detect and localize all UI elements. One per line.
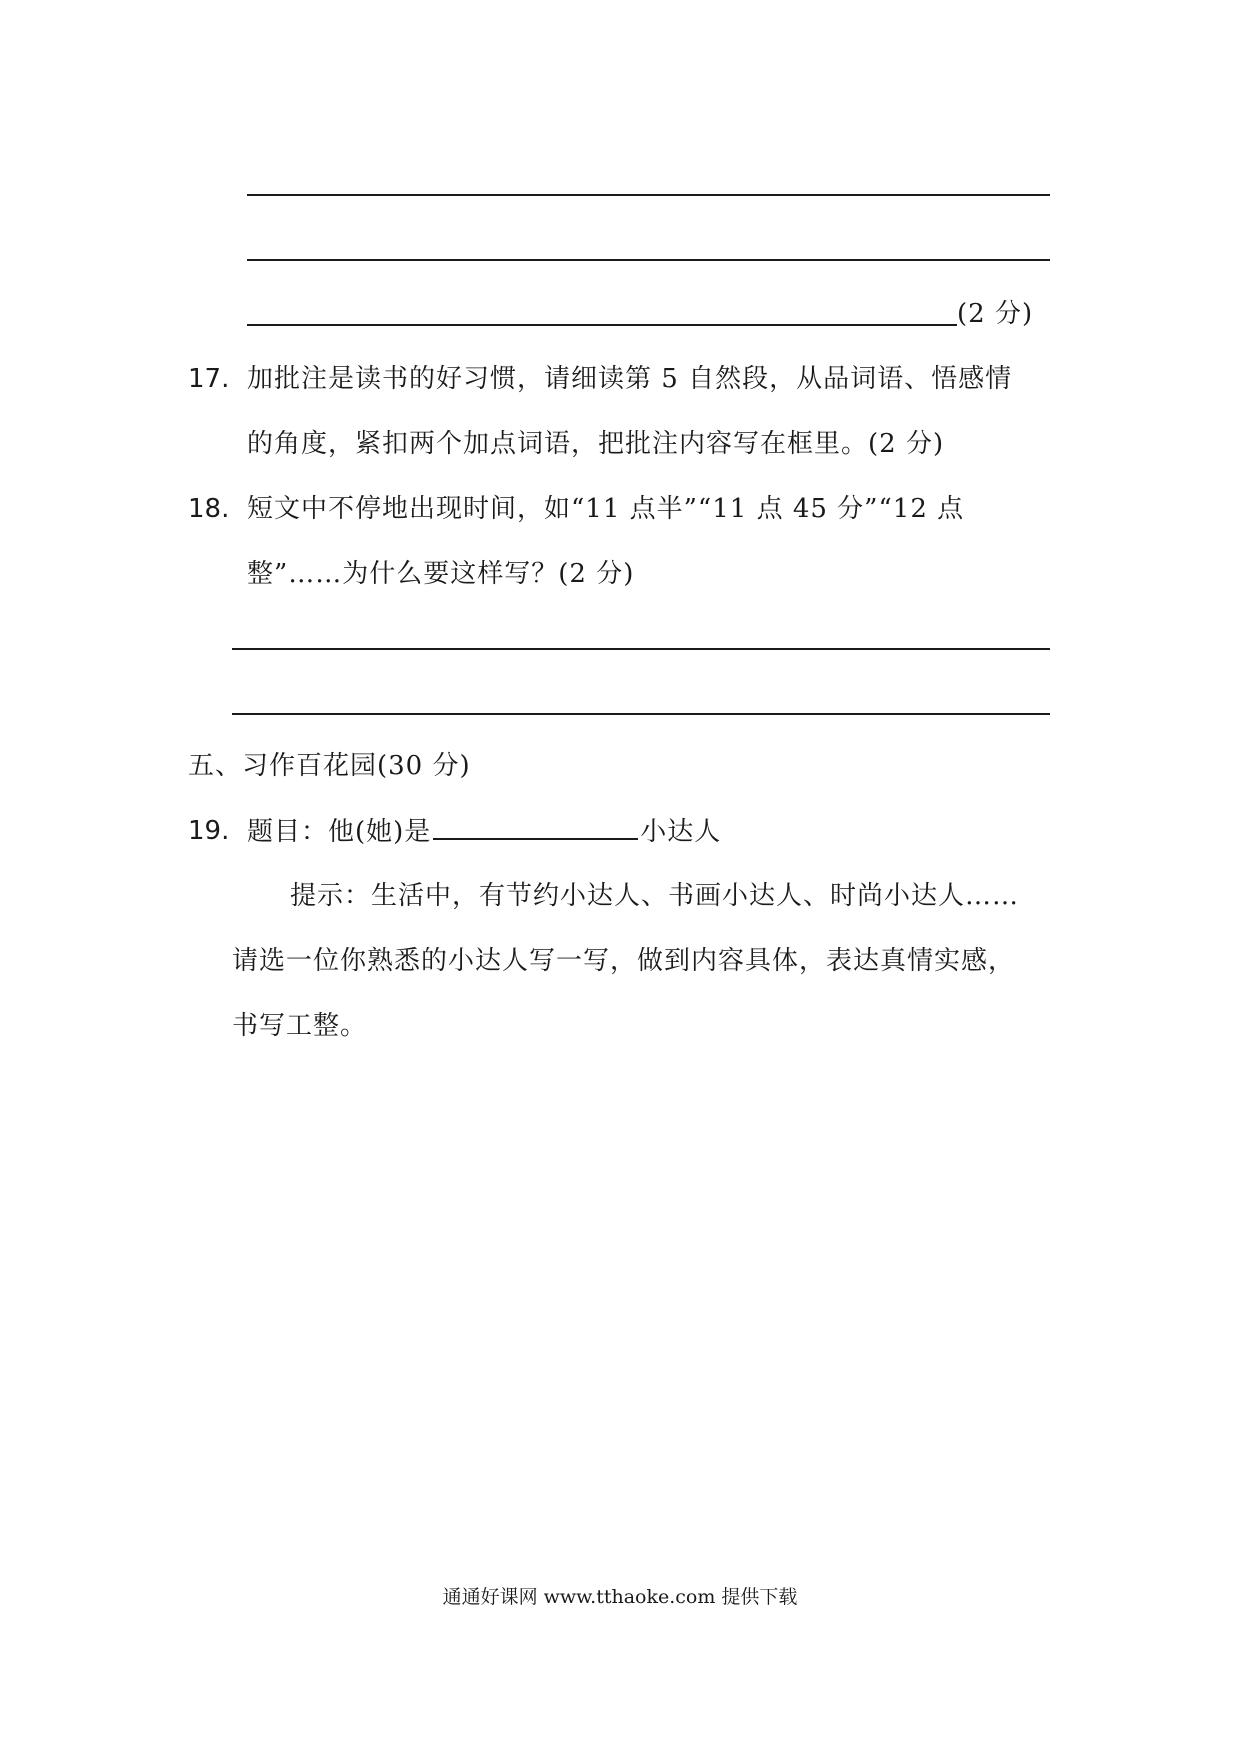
question-17-line-2: 的角度，紧扣两个加点词语，把批注内容写在框里。(2 分) — [247, 429, 945, 459]
answer-line — [247, 324, 957, 326]
answer-line — [232, 648, 1050, 650]
question-18-line-2: 整”……为什么要这样写？(2 分) — [247, 559, 635, 589]
question-17-line-1: 加批注是读书的好习惯，请细读第 5 自然段，从品词语、悟感情 — [247, 364, 1013, 394]
footer-watermark: 通通好课网 www.tthaoke.com 提供下载 — [442, 1586, 798, 1608]
title-blank — [433, 814, 638, 840]
question-19-title — [247, 814, 721, 849]
question-19-title-suffix: 小达人 — [640, 817, 722, 847]
question-19-hint-line-2: 请选一位你熟悉的小达人写一写，做到内容具体，表达真情实感， — [232, 946, 1016, 976]
question-18-number: 18. — [188, 494, 230, 524]
section-5-title: 五、习作百花园(30 分) — [188, 751, 471, 781]
question-17-number: 17. — [188, 364, 230, 394]
question-18-line-1: 短文中不停地出现时间，如“11 点半”“11 点 45 分”“12 点 — [247, 494, 965, 524]
answer-line — [232, 713, 1050, 715]
question-16-score: (2 分) — [957, 299, 1034, 329]
question-19-hint-line-1: 提示：生活中，有节约小达人、书画小达人、时尚小达人…… — [290, 881, 1020, 911]
question-19-hint-line-3: 书写工整。 — [232, 1011, 368, 1041]
answer-line — [247, 259, 1050, 261]
question-19-title-prefix: 题目：他(她)是 — [247, 817, 432, 847]
question-19-number: 19. — [188, 816, 230, 846]
answer-line — [247, 194, 1050, 196]
